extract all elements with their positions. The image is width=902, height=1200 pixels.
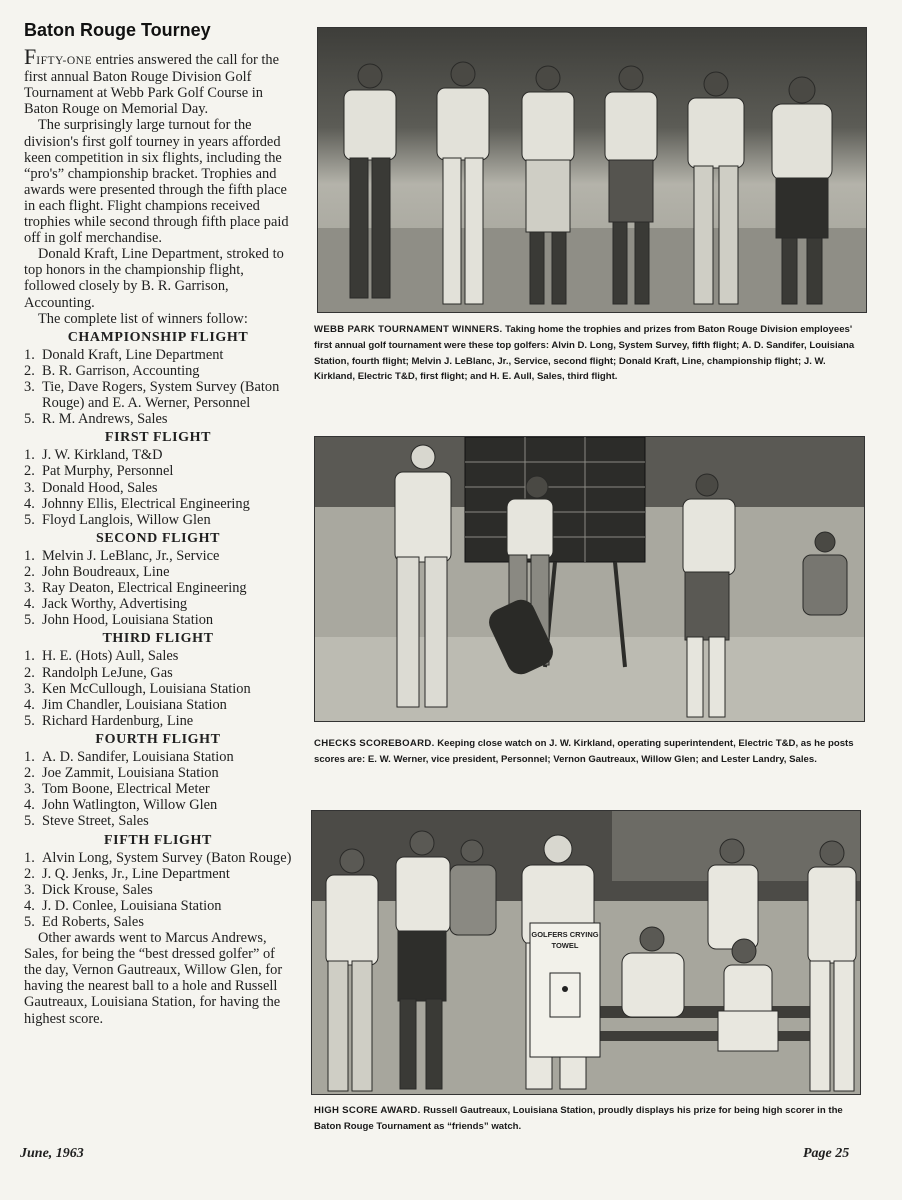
intro-paragraph (24, 44, 292, 118)
winner-name: John Watlington, Willow Glen (42, 797, 218, 814)
winner-place: 2. (24, 463, 35, 480)
winner-name: J. Q. Jenks, Jr., Line Department (42, 865, 230, 882)
winner-name: Richard Hardenburg, Line (42, 712, 194, 729)
list-item (24, 781, 292, 797)
winners-list (24, 749, 292, 829)
winner-place: 4. (24, 897, 35, 914)
winner-name: R. M. Andrews, Sales (42, 411, 168, 428)
photo-scoreboard (314, 436, 865, 722)
winner-place: 1. (24, 447, 35, 464)
list-item (24, 548, 292, 564)
list-item (24, 596, 292, 612)
winner-place: 5. (24, 712, 35, 729)
intro-caps: IFTY-ONE (36, 55, 92, 68)
flight-title: THIRD FLIGHT (102, 631, 214, 647)
winner-name: H. E. (Hots) Aull, Sales (42, 648, 179, 665)
flight-title: FIFTH FLIGHT (104, 832, 212, 848)
winner-place: 1. (24, 849, 35, 866)
article-column (24, 22, 292, 1027)
winner-name: Donald Kraft, Line Department (42, 346, 224, 363)
winner-name: Tie, Dave Rogers, System Survey (Baton Rouge) and E. A. Werner, Personnel (42, 378, 280, 412)
winner-name: Dick Krouse, Sales (42, 881, 153, 898)
list-item (24, 898, 292, 914)
list-item (24, 648, 292, 664)
winner-place: 2. (24, 865, 35, 882)
caption-2-lead: CHECKS SCOREBOARD. (314, 738, 435, 749)
scoreboard-photo-illustration (315, 437, 864, 721)
winner-place: 3. (24, 781, 35, 798)
list-item (24, 749, 292, 765)
winner-name: John Boudreaux, Line (42, 564, 170, 580)
winner-place: 5. (24, 913, 35, 930)
paragraph-4: The complete list of winners follow: (38, 310, 248, 327)
towel-text-line-1: GOLFERS CRYING (531, 930, 599, 939)
winner-name: B. R. Garrison, Accounting (42, 362, 200, 379)
caption-2-body: Keeping close watch on J. W. Kirkland, operating superintendent, Electric T&D, as he posts scores are: E. W. Werner, vice president, Personnel; Vernon Gautreaux, Willow Glen; and Lester Landry, Sales. (314, 738, 854, 765)
winner-name: A. D. Sandifer, Louisiana Station (42, 749, 234, 766)
intro-text: entries answered the call for the first annual Baton Rouge Division Golf Tournament at Webb Park Golf Course in Baton Rouge on Memorial Day. (24, 52, 279, 118)
drop-cap: F (24, 44, 37, 70)
paragraph-2: The surprisingly large turnout for the division's first golf tourney in years afforded keen competition in six flights, including the “pro's” championship bracket. Trophies and awards were presented through the fifth place in each flight. Flight champions received trophies while second through fifth place paid off in golf merchandise. (24, 117, 289, 247)
flight-title: FOURTH FLIGHT (95, 731, 221, 747)
winner-name: John Hood, Louisiana Station (42, 612, 214, 629)
winner-name: Johnny Ellis, Electrical Engineering (42, 495, 250, 512)
list-item (24, 463, 292, 479)
list-item (24, 681, 292, 697)
winner-name: Randolph LeJune, Gas (42, 664, 173, 681)
winner-place: 3. (24, 378, 35, 395)
caption-1-body: Taking home the trophies and prizes from Baton Rouge Division employees' first annual golf tournament were these top golfers: Alvin D. Long, System Survey, fifth flight; A. D. Sandifer, Louisiana Station, fourth flight; Melvin J. LeBlanc, Jr., Service, second flight; Donald Kraft, Line, championship flight; J. W. Kirkland, Electric T&D, first flight; and H. E. Aull, Sales, third flight. (314, 324, 855, 383)
list-item (24, 480, 292, 496)
towel-text-line-2: TOWEL (551, 941, 579, 950)
page-number: Page 25 (803, 1146, 850, 1161)
list-item (24, 713, 292, 729)
winner-name: Donald Hood, Sales (42, 479, 158, 496)
list-item (24, 363, 292, 379)
winner-name: Alvin Long, System Survey (Baton Rouge) (42, 849, 292, 866)
winners-list (24, 648, 292, 728)
caption-1-lead: WEBB PARK TOURNAMENT WINNERS. (314, 324, 503, 335)
list-item (24, 564, 292, 580)
winner-place: 1. (24, 346, 35, 363)
paragraph-3: Donald Kraft, Line Department, stroked to top honors in the championship flight, followed closely by B. R. Garrison, Accounting. (24, 246, 284, 311)
winner-place: 2. (24, 564, 35, 580)
caption-scoreboard (314, 736, 862, 768)
winner-place: 4. (24, 495, 35, 512)
winners-list (24, 447, 292, 527)
list-item (24, 797, 292, 813)
winner-name: Melvin J. LeBlanc, Jr., Service (42, 547, 220, 564)
winner-name: Joe Zammit, Louisiana Station (42, 765, 219, 782)
winner-place: 2. (24, 765, 35, 782)
winner-name: Pat Murphy, Personnel (42, 463, 174, 480)
winners-list (24, 850, 292, 930)
winner-place: 4. (24, 696, 35, 713)
winner-name: Ed Roberts, Sales (42, 913, 144, 930)
list-item (24, 347, 292, 363)
list-item (24, 882, 292, 898)
award-photo-illustration (312, 811, 860, 1094)
issue-date: June, 1963 (20, 1146, 84, 1161)
caption-high-score-award (314, 1103, 862, 1135)
winner-place: 1. (24, 547, 35, 564)
winner-name: Ken McCullough, Louisiana Station (42, 680, 251, 697)
winner-name: Jim Chandler, Louisiana Station (42, 696, 227, 713)
winner-place: 3. (24, 680, 35, 697)
winner-place: 3. (24, 881, 35, 898)
list-item (24, 665, 292, 681)
list-item (24, 612, 292, 628)
winner-place: 5. (24, 511, 35, 528)
flights-list (24, 330, 292, 930)
list-item (24, 914, 292, 930)
caption-3-body: Russell Gautreaux, Louisiana Station, proudly displays his prize for being high scorer in the Baton Rouge Tournament as “friends” watch. (314, 1105, 843, 1132)
list-item (24, 447, 292, 463)
list-item (24, 765, 292, 781)
winner-name: Steve Street, Sales (42, 813, 149, 830)
winner-name: Ray Deaton, Electrical Engineering (42, 580, 247, 597)
winners-photo-illustration (318, 28, 866, 312)
flight-title: FIRST FLIGHT (104, 430, 212, 446)
list-item (24, 866, 292, 882)
list-item (24, 813, 292, 829)
list-item (24, 850, 292, 866)
list-item (24, 580, 292, 596)
winner-place: 2. (24, 664, 35, 681)
caption-3-lead: HIGH SCORE AWARD. (314, 1105, 421, 1116)
winner-name: J. D. Conlee, Louisiana Station (42, 897, 222, 914)
winner-place: 3. (24, 479, 35, 496)
winner-name: Jack Worthy, Advertising (42, 596, 188, 613)
winner-place: 3. (24, 580, 35, 597)
closing-paragraph: Other awards went to Marcus Andrews, Sales, for being the “best dressed golfer” of the day, Vernon Gautreaux, Willow Glen, for having the nearest ball to a hole and Russell Gautreaux, Louisiana Station, for having the highest score. (24, 930, 283, 1027)
list-item (24, 512, 292, 528)
winner-place: 4. (24, 797, 35, 814)
article-headline: Baton Rouge Tourney (24, 20, 211, 40)
list-item (24, 379, 292, 411)
photo-high-score-award (311, 810, 861, 1095)
list-item (24, 411, 292, 427)
winner-name: Tom Boone, Electrical Meter (42, 781, 210, 798)
winners-list (24, 347, 292, 427)
winner-name: Floyd Langlois, Willow Glen (42, 511, 211, 528)
winner-place: 2. (24, 362, 35, 379)
winner-place: 5. (24, 813, 35, 830)
winner-place: 5. (24, 411, 35, 428)
winner-place: 4. (24, 596, 35, 613)
flight-title: CHAMPIONSHIP FLIGHT (67, 329, 249, 345)
winner-place: 1. (24, 749, 35, 766)
winner-place: 5. (24, 612, 35, 629)
winners-list (24, 548, 292, 628)
winner-name: J. W. Kirkland, T&D (42, 447, 163, 464)
caption-tournament-winners (314, 322, 862, 385)
list-item (24, 697, 292, 713)
photo-tournament-winners (317, 27, 867, 313)
winner-place: 1. (24, 648, 35, 665)
flight-title: SECOND FLIGHT (95, 530, 221, 546)
list-item (24, 496, 292, 512)
